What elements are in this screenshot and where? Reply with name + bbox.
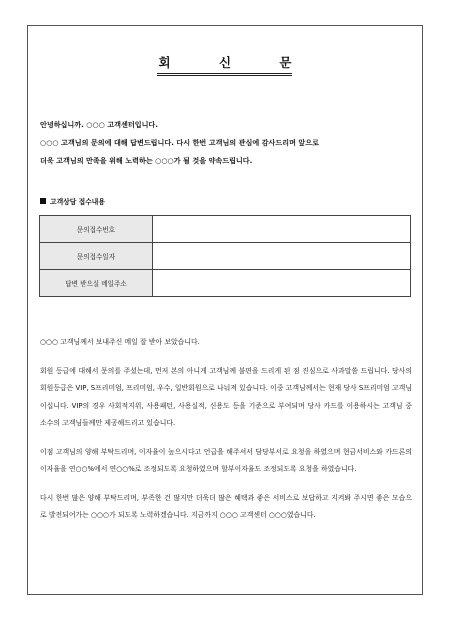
response-body xyxy=(40,334,412,536)
table-row xyxy=(40,243,411,270)
table-label-cell: 문의접수번호 xyxy=(40,216,153,243)
intro-line: 안녕하십니까. ○○○ 고객센터입니다. xyxy=(40,120,158,129)
table-value-cell xyxy=(153,243,411,270)
consultation-info-table xyxy=(39,215,411,297)
table-label-cell: 문의접수일자 xyxy=(40,243,153,270)
document-title: 회 신 문 xyxy=(158,55,314,70)
table-value-cell xyxy=(153,216,411,243)
body-paragraph: 회원 등급에 대해서 문의를 주셨는데, 먼저 본의 아니게 고객님께 불편을 드리게 된 점 진심으로 사과말씀 드립니다. 당사의 회원등급은 VIP, S프리미엄, 프리미엄, 우수, 일반회원으로 나눠져 있습니다. 이중 고객님께서는 현재 당사 S프리미엄 고객님이십니다. VIP의 경우 사회적지위, 사용패턴, 사용실적, 신용도 등을 기준으로 부여되며 당사 카드를 이용하시는 고객님 중 소수의 고객님들께만 제공해드리고 있습니다. xyxy=(40,366,412,427)
title-underline xyxy=(157,73,292,76)
intro-block xyxy=(40,116,415,170)
section-heading xyxy=(40,196,105,206)
black-square-icon xyxy=(40,198,46,204)
intro-line: ○○○ 고객님의 문의에 대해 답변드립니다. 다시 한번 고객님의 관심에 감사드리며 앞으로 xyxy=(40,138,319,147)
table-row xyxy=(40,270,411,297)
body-paragraph: ○○○ 고객님께서 보내주신 메일 잘 받아 보았습니다. xyxy=(40,338,200,346)
table-label-cell: 답변 받으실 메일주소 xyxy=(40,270,153,297)
table-row xyxy=(40,216,411,243)
body-paragraph: 다시 한번 많은 양해 부탁드리며, 부족한 건 많지만 더욱더 많은 혜택과 좋은 서비스로 보답하고 지켜봐 주시면 좋은 모습으로 발전되어가는 ○○○가 되도록 노력하겠습니다. 지금까지 ○○○ 고객센터 ○○○였습니다. xyxy=(40,493,412,519)
intro-line: 더욱 고객님의 만족을 위해 노력하는 ○○○가 될 것을 약속드립니다. xyxy=(40,156,253,165)
table-value-cell xyxy=(153,270,411,297)
section-heading-label: 고객상담 접수내용 xyxy=(50,198,105,206)
body-paragraph: 이점 고객님의 양해 부탁드리며, 이자율이 높으시다고 언급을 해주셔서 담당부서로 요청을 하였으며 현금서비스와 카드론의 이자율을 연○○%에서 연○○%로 조정되도록 요청하였으며 할부이자율도 조정되도록 요청을 하였습니다. xyxy=(40,447,412,473)
